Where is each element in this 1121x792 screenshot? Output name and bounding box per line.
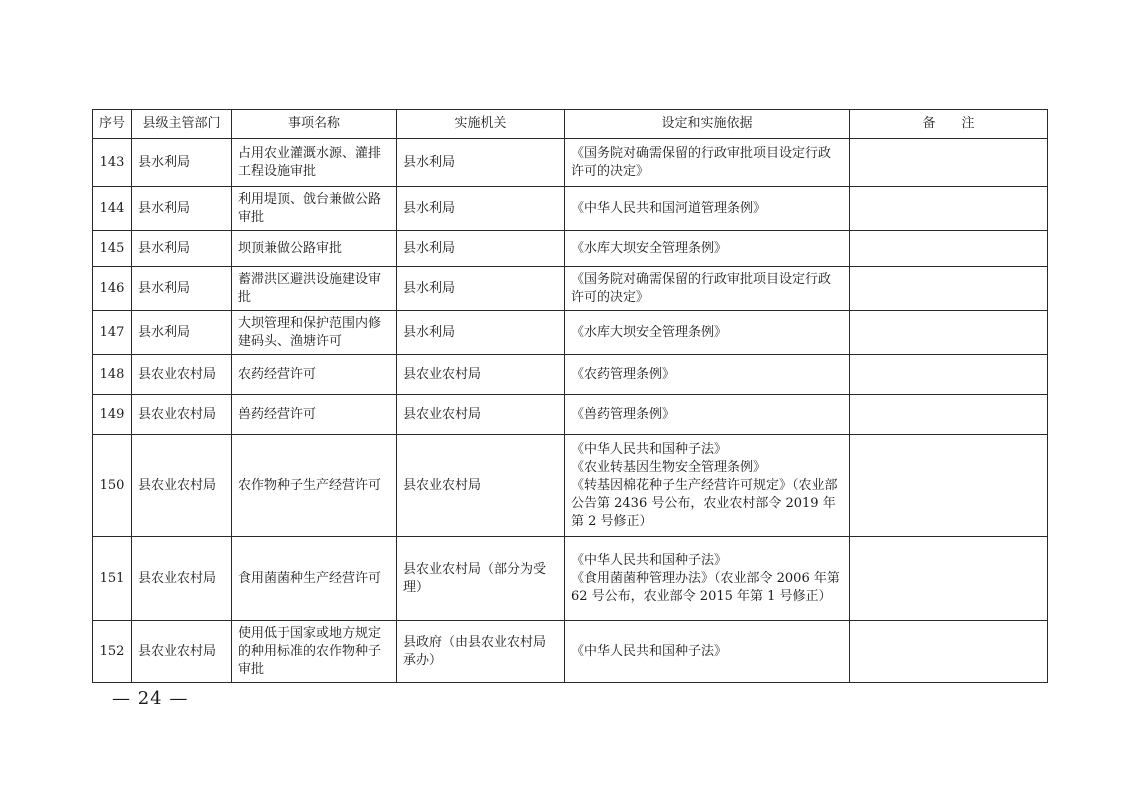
cell-agency: 县水利局 bbox=[397, 267, 565, 311]
cell-item: 农药经营许可 bbox=[232, 355, 397, 395]
cell-agency: 县农业农村局 bbox=[397, 355, 565, 395]
cell-item: 食用菌菌种生产经营许可 bbox=[232, 537, 397, 621]
table-row bbox=[93, 537, 1048, 621]
approval-items-table bbox=[92, 109, 1048, 683]
cell-item: 兽药经营许可 bbox=[232, 395, 397, 435]
cell-basis bbox=[565, 139, 850, 187]
basis-line: 《转基因棉花种子生产经营许可规定》（农业部公告第 2436 号公布，农业农村部令 2019 年第 2 号修正） bbox=[571, 477, 838, 529]
cell-dept: 县农业农村局 bbox=[132, 435, 232, 537]
table-row bbox=[93, 187, 1048, 231]
table-row bbox=[93, 267, 1048, 311]
cell-remarks bbox=[850, 395, 1048, 435]
header-item: 事项名称 bbox=[232, 110, 397, 139]
cell-remarks bbox=[850, 621, 1048, 683]
cell-no: 147 bbox=[93, 311, 132, 355]
cell-dept: 县农业农村局 bbox=[132, 537, 232, 621]
basis-line: 《水库大坝安全管理条例》 bbox=[571, 240, 728, 256]
cell-no: 151 bbox=[93, 537, 132, 621]
cell-remarks bbox=[850, 311, 1048, 355]
cell-dept: 县水利局 bbox=[132, 231, 232, 267]
cell-remarks bbox=[850, 231, 1048, 267]
cell-no: 148 bbox=[93, 355, 132, 395]
cell-basis bbox=[565, 187, 850, 231]
cell-agency: 县农业农村局（部分为受理） bbox=[397, 537, 565, 621]
basis-line: 《国务院对确需保留的行政审批项目设定行政许可的决定》 bbox=[571, 271, 832, 305]
header-agency: 实施机关 bbox=[397, 110, 565, 139]
table-row bbox=[93, 395, 1048, 435]
cell-remarks bbox=[850, 187, 1048, 231]
cell-no: 150 bbox=[93, 435, 132, 537]
table-row bbox=[93, 621, 1048, 683]
table-row bbox=[93, 435, 1048, 537]
cell-remarks bbox=[850, 355, 1048, 395]
cell-remarks bbox=[850, 435, 1048, 537]
header-no: 序号 bbox=[93, 110, 132, 139]
basis-line: 《食用菌菌种管理办法》（农业部令 2006 年第 62 号公布，农业部令 2015 年第 1 号修正） bbox=[571, 570, 840, 604]
cell-remarks bbox=[850, 537, 1048, 621]
cell-item: 坝顶兼做公路审批 bbox=[232, 231, 397, 267]
cell-dept: 县农业农村局 bbox=[132, 621, 232, 683]
cell-basis bbox=[565, 311, 850, 355]
basis-line: 《农药管理条例》 bbox=[571, 366, 676, 382]
cell-agency: 县政府（由县农业农村局承办） bbox=[397, 621, 565, 683]
cell-dept: 县农业农村局 bbox=[132, 355, 232, 395]
cell-dept: 县水利局 bbox=[132, 187, 232, 231]
cell-no: 143 bbox=[93, 139, 132, 187]
table-header-row bbox=[93, 110, 1048, 139]
cell-agency: 县农业农村局 bbox=[397, 435, 565, 537]
cell-no: 145 bbox=[93, 231, 132, 267]
cell-no: 149 bbox=[93, 395, 132, 435]
page-number: — 24 — bbox=[112, 688, 189, 709]
cell-basis bbox=[565, 621, 850, 683]
cell-item: 蓄滞洪区避洪设施建设审批 bbox=[232, 267, 397, 311]
cell-agency: 县水利局 bbox=[397, 311, 565, 355]
cell-basis bbox=[565, 267, 850, 311]
cell-item: 大坝管理和保护范围内修建码头、渔塘许可 bbox=[232, 311, 397, 355]
basis-line: 《国务院对确需保留的行政审批项目设定行政许可的决定》 bbox=[571, 145, 832, 179]
cell-item: 占用农业灌溉水源、灌排工程设施审批 bbox=[232, 139, 397, 187]
table-row bbox=[93, 355, 1048, 395]
table-row bbox=[93, 231, 1048, 267]
header-basis: 设定和实施依据 bbox=[565, 110, 850, 139]
basis-line: 《兽药管理条例》 bbox=[571, 406, 676, 422]
cell-dept: 县水利局 bbox=[132, 139, 232, 187]
cell-no: 152 bbox=[93, 621, 132, 683]
basis-line: 《中华人民共和国河道管理条例》 bbox=[571, 200, 767, 216]
cell-no: 146 bbox=[93, 267, 132, 311]
cell-basis bbox=[565, 395, 850, 435]
basis-line: 《水库大坝安全管理条例》 bbox=[571, 324, 728, 340]
cell-agency: 县水利局 bbox=[397, 187, 565, 231]
cell-basis bbox=[565, 355, 850, 395]
header-dept: 县级主管部门 bbox=[132, 110, 232, 139]
cell-basis bbox=[565, 537, 850, 621]
cell-item: 利用堤顶、戗台兼做公路审批 bbox=[232, 187, 397, 231]
cell-agency: 县水利局 bbox=[397, 231, 565, 267]
cell-remarks bbox=[850, 139, 1048, 187]
basis-line: 《中华人民共和国种子法》 bbox=[571, 441, 728, 457]
basis-line: 《中华人民共和国种子法》 bbox=[571, 552, 728, 568]
cell-remarks bbox=[850, 267, 1048, 311]
basis-line: 《农业转基因生物安全管理条例》 bbox=[571, 459, 767, 475]
cell-dept: 县农业农村局 bbox=[132, 395, 232, 435]
cell-basis bbox=[565, 231, 850, 267]
table-row bbox=[93, 311, 1048, 355]
cell-agency: 县农业农村局 bbox=[397, 395, 565, 435]
header-remarks: 备 注 bbox=[850, 110, 1048, 139]
basis-line: 《中华人民共和国种子法》 bbox=[571, 643, 728, 659]
cell-no: 144 bbox=[93, 187, 132, 231]
table-row bbox=[93, 139, 1048, 187]
cell-dept: 县水利局 bbox=[132, 311, 232, 355]
cell-dept: 县水利局 bbox=[132, 267, 232, 311]
cell-item: 农作物种子生产经营许可 bbox=[232, 435, 397, 537]
cell-item: 使用低于国家或地方规定的种用标准的农作物种子审批 bbox=[232, 621, 397, 683]
cell-basis bbox=[565, 435, 850, 537]
cell-agency: 县水利局 bbox=[397, 139, 565, 187]
